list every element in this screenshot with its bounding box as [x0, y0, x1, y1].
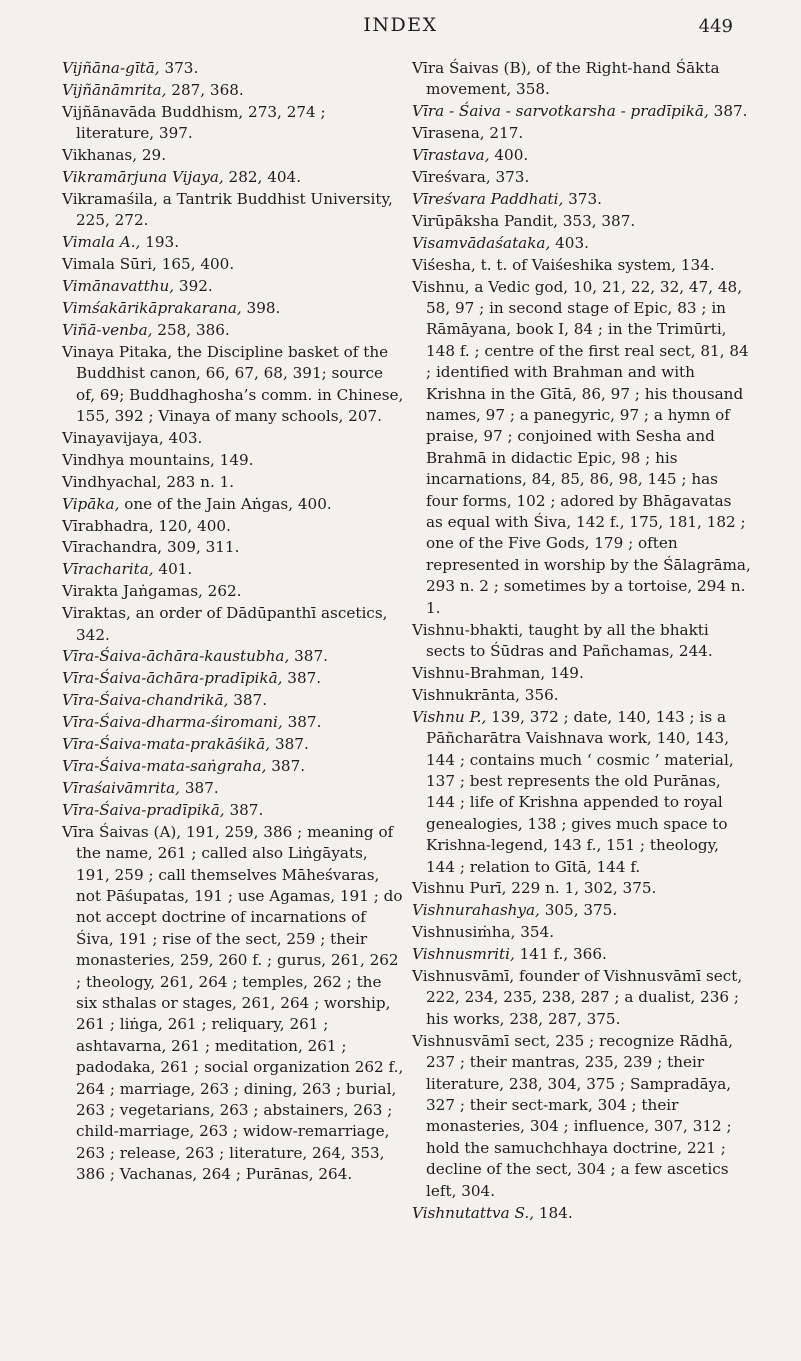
index-entry: [412, 167, 752, 188]
index-references: 165, 400.: [156, 255, 235, 274]
index-references: 373.: [563, 189, 602, 208]
index-headword: Viśesha,: [412, 255, 476, 274]
index-entry: [412, 1203, 752, 1224]
index-headword: Vīra Śaivas (B),: [412, 59, 532, 77]
index-references: a Vedic god, 10, 21, 22, 32, 47, 48, 58, 97 ; in second stage of Epic, 83 ; in Rāmāyana, book I, 84 ; in the Trimūrti, 148 f. ; centre of the first real sect, 81, 84 ; identified with Brahman and with Krishna in the Gītā, 86, 97 ; his thousand names, 97 ; a panegyric, 97 ; a hymn of praise, 97 ; conjoined with Sesha and Brahmā in didactic Epic, 98 ; his incarnations, 84, 85, 86, 98, 145 ; has four forms, 102 ; adored by Bhāgavatas as equal with Śiva, 142 f., 175, 181, 182 ; one of the Five Gods, 179 ; often represented in worship by the Śālagrāma, 293 n. 2 ; sometimes by a tortoise, 294 n. 1.: [426, 277, 751, 617]
index-entry: [62, 450, 404, 471]
index-entry: [62, 167, 404, 188]
index-references: 258, 386.: [152, 320, 230, 339]
index-headword: Vīrastava,: [412, 146, 490, 165]
index-headword: Vīra-Śaiva-chandrikā,: [62, 691, 229, 710]
index-headword: Vijñānāmrita,: [62, 80, 167, 99]
index-entry: [412, 101, 752, 122]
index-references: 262.: [202, 582, 242, 601]
index-headword: Vishnusvāmī sect,: [412, 1031, 551, 1050]
index-headword: Virakta Jaṅgamas,: [62, 582, 203, 601]
index-entry: [412, 620, 752, 663]
index-entry: [412, 878, 752, 899]
index-references: 392.: [174, 277, 213, 296]
index-references: 184.: [534, 1203, 573, 1222]
index-entry: [62, 690, 404, 711]
index-references: founder of Vishnusvāmī sect, 222, 234, 235, 238, 287 ; a dualist, 236 ; his works, 238, 287, 375.: [426, 967, 743, 1028]
index-references: 29.: [137, 146, 167, 165]
index-entry: [62, 298, 404, 319]
index-headword: Vikramārjuna Vijaya,: [62, 168, 224, 187]
index-entry: [62, 494, 404, 515]
index-headword: Vīrachandra,: [62, 538, 163, 557]
index-references: 398.: [241, 298, 281, 317]
index-headword: Visamvādaśataka,: [412, 233, 551, 252]
index-headword: Vikramaśila,: [62, 189, 158, 208]
index-references: 387.: [282, 713, 322, 732]
index-entry: [412, 922, 752, 943]
index-headword: Viraktas,: [62, 604, 131, 623]
index-entry: [412, 211, 752, 232]
index-entry: [62, 537, 404, 558]
index-references: 305, 375.: [539, 901, 618, 920]
index-references: 120, 400.: [153, 516, 231, 535]
index-entry: [62, 668, 404, 689]
index-headword: Vimala A.,: [62, 233, 141, 252]
running-head: INDEX: [363, 14, 438, 36]
index-headword: Vijñāna-gītā,: [62, 59, 160, 77]
index-headword: Vimānavatthu,: [62, 277, 175, 296]
index-references: an order of Dādūpanthī ascetics, 342.: [76, 604, 388, 644]
index-entry: [62, 189, 404, 232]
index-references: one of the Jain Aṅgas, 400.: [119, 494, 332, 513]
index-references: 387.: [224, 800, 264, 819]
index-headword: Vīrabhadra,: [62, 516, 154, 535]
index-entry: [412, 255, 752, 276]
index-entry: [62, 756, 404, 777]
index-headword: Vindhya mountains,: [62, 450, 215, 469]
index-headword: Vimala Sūri,: [62, 255, 157, 274]
index-headword: Vīra Śaivas (A),: [62, 822, 182, 841]
index-references: 403.: [550, 233, 589, 252]
index-headword: Vīrasena,: [412, 124, 485, 143]
index-entry: [412, 277, 752, 620]
index-headword: Vindhyachal,: [62, 472, 162, 491]
index-entry: [412, 123, 752, 144]
index-references: 387.: [289, 647, 328, 666]
index-headword: Vishnu-bhakti,: [412, 620, 524, 639]
index-references: 387.: [282, 669, 322, 688]
index-headword: Vinaya Pitaka,: [62, 342, 173, 361]
index-headword: Vinayavijaya,: [62, 428, 164, 447]
index-headword: Vishnusvāmī,: [412, 967, 515, 986]
index-entry: [62, 778, 404, 799]
index-entry: [412, 145, 752, 166]
index-entry: [62, 800, 404, 821]
index-references: a Tantrik Buddhist University, 225, 272.: [76, 189, 393, 230]
page-number: 449: [698, 16, 733, 37]
index-entry: [62, 145, 404, 166]
index-headword: Vishnusiṁha,: [412, 923, 516, 942]
index-entry: [62, 58, 404, 79]
index-headword: Vīra-Śaiva-āchāra-pradīpikā,: [62, 669, 283, 688]
index-entry: [62, 472, 404, 493]
index-headword: Vishnutattva S.,: [412, 1203, 535, 1222]
index-headword: Vikhanas,: [62, 146, 138, 165]
index-headword: Vishnu Purī,: [412, 879, 507, 898]
index-references: 235 ; recognize Rādhā, 237 ; their mantras, 235, 239 ; their literature, 238, 304, 375 ; Sampradāya, 327 ; their sect-mark, 304 ; their monasteries, 304 ; influence, 307, 312 ; hold the samuchchhaya doctrine, 221 ; decline of the sect, 304 ; a few ascetics left, 304.: [426, 1031, 733, 1200]
index-references: 139, 372 ; date, 140, 143 ; is a Pāñcharātra Vaishnava work, 140, 143, 144 ; contains much ‘ cosmic ’ material, 137 ; best represents the old Purānas, 144 ; life of Krishna appended to royal genealogies, 138 ; gives much space to Krishna-legend, 143 f., 151 ; theology, 144 ; relation to Gītā, 144 f.: [426, 707, 734, 876]
index-entry: [62, 232, 404, 253]
index-entry: [62, 734, 404, 755]
index-headword: Vīra-Śaiva-dharma-śiromani,: [62, 713, 283, 732]
index-references: 229 n. 1, 302, 375.: [506, 879, 657, 898]
index-references: 141 f., 366.: [514, 945, 607, 964]
index-references: 400.: [489, 146, 529, 165]
index-entry: [62, 822, 404, 1186]
index-headword: Vīra-Śaiva-mata-saṅgraha,: [62, 757, 267, 775]
index-references: 287, 368.: [166, 80, 244, 99]
index-headword: Vīreśvara Paddhati,: [412, 189, 564, 208]
index-references: 356.: [519, 685, 559, 704]
index-references: taught by all the bhakti sects to Śūdras and Pañchamas, 244.: [426, 620, 713, 660]
index-headword: Viñā-venba,: [62, 320, 153, 339]
index-entry: [412, 707, 752, 878]
index-headword: Vīreśvara,: [412, 168, 491, 187]
index-headword: Virūpāksha Pandit,: [412, 211, 558, 230]
index-headword: Vishnukrānta,: [412, 685, 520, 704]
index-entry: [62, 254, 404, 275]
index-headword: Vīraśaivāmrita,: [62, 778, 180, 797]
index-references: 387.: [270, 735, 309, 754]
index-references: 401.: [153, 560, 193, 579]
index-references: 217.: [484, 124, 524, 143]
index-references: 149.: [545, 663, 584, 682]
index-entry: [412, 189, 752, 210]
index-entry: [412, 663, 752, 684]
index-headword: Vishnusmriti,: [412, 945, 515, 964]
index-references: 387.: [180, 778, 219, 797]
index-references: 373.: [490, 168, 530, 187]
index-headword: Vīra-Śaiva-āchāra-kaustubha,: [62, 647, 290, 666]
index-headword: Vishnu P.,: [412, 707, 487, 726]
index-entry: [62, 102, 404, 145]
index-entry: [412, 58, 752, 101]
index-references: 373.: [159, 59, 199, 77]
index-entry: [412, 1031, 752, 1202]
index-entry: [62, 516, 404, 537]
index-headword: Vipāka,: [62, 494, 120, 513]
index-references: 309, 311.: [162, 538, 240, 557]
index-references: 191, 259, 386 ; meaning of the name, 261 ; called also Liṅgāyats, 191, 259 ; call themselves Māheśvaras, not Pāśupatas, 191 ; use Agamas, 191 ; do not accept doctrine of incarnations of Śiva, 191 ; rise of the sect, 259 ; their monasteries, 259, 260 f. ; gurus, 261, 262 ; theology, 261, 264 ; temples, 262 ; the six sthalas or stages, 261, 264 ; worship, 261 ; liṅga, 261 ; reliquary, 261 ; ashtavarna, 261 ; meditation, 261 ; padodaka, 261 ; social organization 262 f., 264 ; marriage, 263 ; dining, 263 ; burial, 263 ; vegetarians, 263 ; abstainers, 263 ; child-marriage, 263 ; widow-remarriage, 263 ; release, 263 ; literature, 264, 353, 386 ; Vachanas, 264 ; Purānas, 264.: [76, 822, 404, 1184]
index-entry: [412, 233, 752, 254]
index-entry: [412, 900, 752, 921]
index-headword: Vīra-Śaiva-mata-prakāśikā,: [62, 735, 271, 754]
index-entry: [412, 966, 752, 1030]
index-column-right: [412, 58, 752, 1224]
index-entry: [62, 559, 404, 580]
index-entry: [62, 80, 404, 101]
index-headword: Vishnu,: [412, 277, 470, 296]
index-entry: [62, 581, 404, 602]
index-entry: [62, 342, 404, 428]
index-entry: [62, 603, 404, 646]
index-references: t. t. of Vaiśeshika system, 134.: [475, 255, 715, 274]
index-references: 282, 404.: [223, 168, 302, 187]
index-references: the Discipline basket of the Buddhist canon, 66, 67, 68, 391; source of, 69; Buddhaghosha’s comm. in Chinese, 155, 392 ; Vinaya of many schools, 207.: [76, 342, 404, 425]
index-references: 387.: [708, 102, 748, 121]
index-entry: [62, 712, 404, 733]
index-references: 387.: [228, 691, 268, 710]
index-references: 353, 387.: [557, 211, 636, 230]
index-column-left: [62, 58, 404, 1186]
index-headword: Vīra - Śaiva - sarvotkarsha - pradīpikā,: [412, 102, 709, 121]
index-entry: [62, 276, 404, 297]
index-headword: Vishnu-Brahman,: [412, 663, 546, 682]
index-headword: Vīracharita,: [62, 560, 154, 579]
index-headword: Vishnurahashya,: [412, 901, 540, 920]
index-references: 193.: [140, 233, 180, 252]
index-entry: [62, 320, 404, 341]
index-references: 403.: [163, 428, 203, 447]
index-entry: [62, 428, 404, 449]
index-references: 149.: [214, 450, 254, 469]
index-references: 273, 274 ; literature, 397.: [76, 102, 326, 143]
index-headword: Vimśakārikāprakarana,: [62, 298, 242, 317]
index-references: of the Right-hand Śākta movement, 358.: [426, 59, 720, 99]
index-entry: [412, 685, 752, 706]
index-headword: Vijñānavāda Buddhism,: [62, 102, 244, 121]
index-headword: Vīra-Śaiva-pradīpikā,: [62, 800, 225, 819]
index-references: 387.: [266, 757, 306, 775]
index-references: 354.: [515, 923, 555, 942]
index-entry: [62, 646, 404, 667]
index-entry: [412, 944, 752, 965]
index-references: 283 n. 1.: [161, 472, 235, 491]
